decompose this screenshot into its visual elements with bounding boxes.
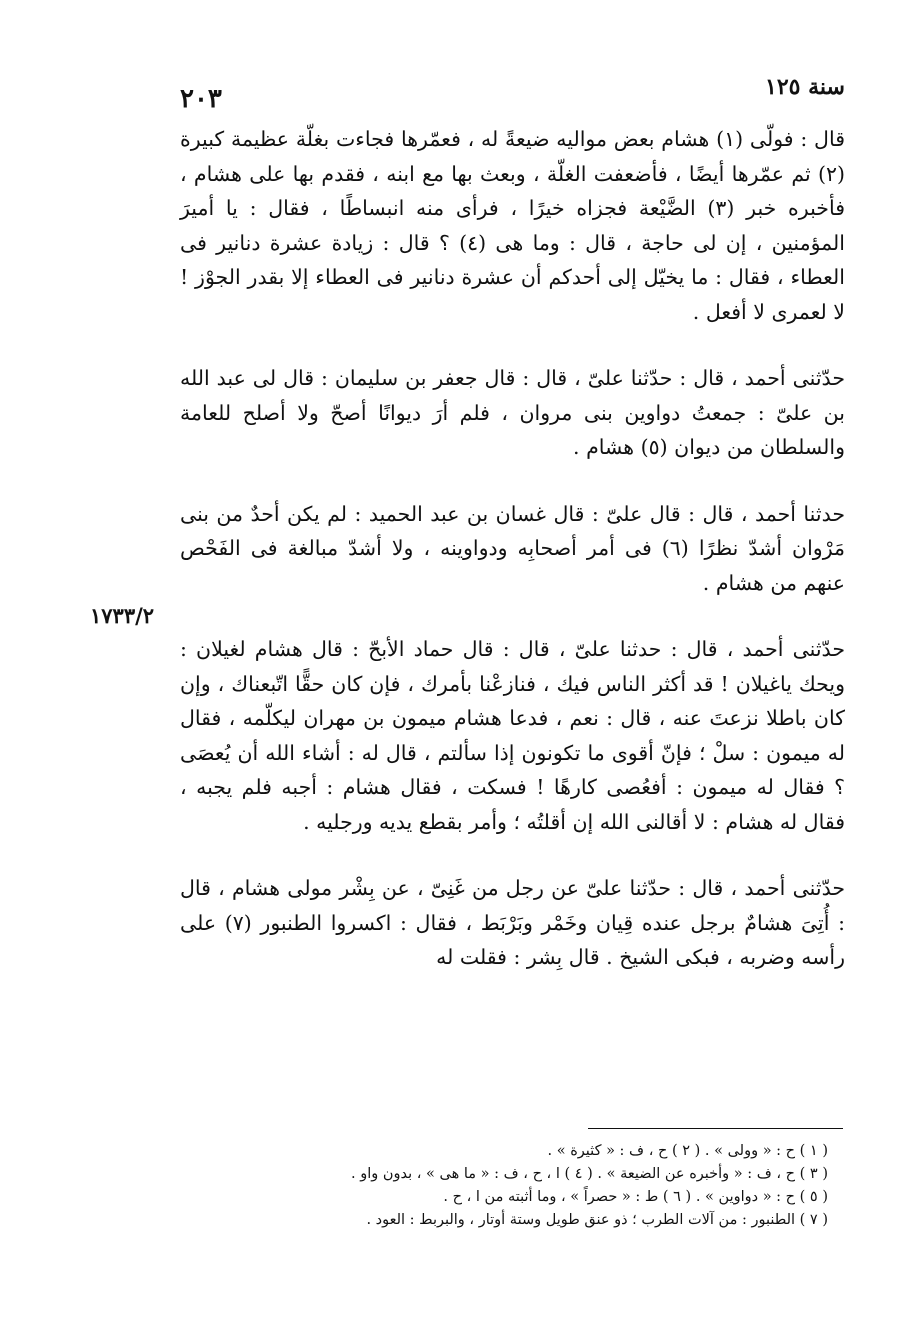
margin-reference: ١٧٣٣/٢ — [90, 603, 155, 628]
running-head-year: سنة ١٢٥ — [765, 74, 845, 100]
footnote-line-2: ( ٣ ) ح ، ف : « وأخبره عن الضيعة » . ( ٤ ) ا ، ح ، ف : « ما هى » ، بدون واو . — [351, 1166, 828, 1182]
paragraph-2: حدّثنى أحمد ، قال : حدّثنا علىّ ، قال : قال جعفر بن سليمان : قال لى عبد الله بن علىّ : جمعتُ دواوين بنى مروان ، فلم أرَ ديوانًا أصحّ ولا أصلح للعامة والسلطان من ديوان (٥) هشام . — [180, 366, 845, 459]
footnote-divider — [588, 1128, 843, 1129]
page-number: ٢٠٣ — [180, 84, 222, 114]
main-text — [180, 122, 845, 1007]
paragraph-5: حدّثنى أحمد ، قال : حدّثنا علىّ عن رجل من غَنِىّ ، عن بِشْر مولى هشام ، قال : أُتِىَ هشامٌ برجل عنده قِيان وخَمْر وبَرْبَط ، فقال : اكسروا الطنبور (٧) على رأسه وضربه ، فبكى الشيخ . قال بِشر : فقلت له — [180, 876, 846, 969]
paragraph-3: حدثنا أحمد ، قال : قال علىّ : قال غسان بن عبد الحميد : لم يكن أحدٌ من بنى مَرْوان أشدّ نظرًا (٦) فى أمر أصحابِه ودواوينه ، ولا أشدّ مبالغة فى الفَحْص عنهم من هشام . — [180, 501, 845, 595]
footnotes — [200, 1140, 828, 1232]
footnote-line-1: ( ١ ) ح : « وولى » . ( ٢ ) ح ، ف : « كثيرة » . — [547, 1143, 828, 1159]
paragraph-1: قال : فولّى (١) هشام بعض مواليه ضيعةً له ، فعمّرها فجاءت بغلّة عظيمة كبيرة (٢) ثم عمّرها أيضًا ، فأضعفت الغلّة ، وبعث بها مع ابنه ، فقدم بها على هشام ، فأخبره خبر (٣) الضَّيْعة فجزاه خيرًا ، فرأى منه انبساطًا ، فقال : يا أميرَ المؤمنين ، إن لى حاجة ، قال : وما هى (٤) ؟ قال : زيادة عشرة دنانير فى العطاء ، فقال : ما يخيّل إلى أحدكم أن عشرة دنانير فى العطاء إلا بقدر الجوْز ! لا لعمرى لا أفعل . — [180, 127, 845, 324]
paragraph-4: حدّثنى أحمد ، قال : حدثنا علىّ ، قال : قال حماد الأبحّ : قال هشام لغيلان : ويحك ياغيلان ! قد أكثر الناس فيك ، فنازعْنا بأمرك ، فإن كان حقًّا اتّبعناك ، وإن كان باطلا نزعتَ عنه ، قال : نعم ، فدعا هشام ميمون بن مهران ليكلّمه ، فقال له ميمون : سلْ ؛ فإنّ أقوى ما تكونون إذا سألتم ، قال له : أشاء الله أن يُعصَى ؟ فقال له ميمون : أفعُصى كارهًا ! فسكت ، فقال هشام : أجبه فلم يجبه ، فقال له هشام : لا أقالنى الله إن أقلتُه ؛ وأمر بقطع يديه ورجليه . — [180, 637, 845, 834]
footnote-line-4: ( ٧ ) الطنبور : من آلات الطرب ؛ ذو عنق طويل وستة أوتار ، والبربط : العود . — [366, 1212, 828, 1228]
footnote-line-3: ( ٥ ) ح : « دواوين » . ( ٦ ) ط : « حصراً » ، وما أثبته من ا ، ح . — [443, 1189, 828, 1205]
page-header — [180, 74, 845, 114]
